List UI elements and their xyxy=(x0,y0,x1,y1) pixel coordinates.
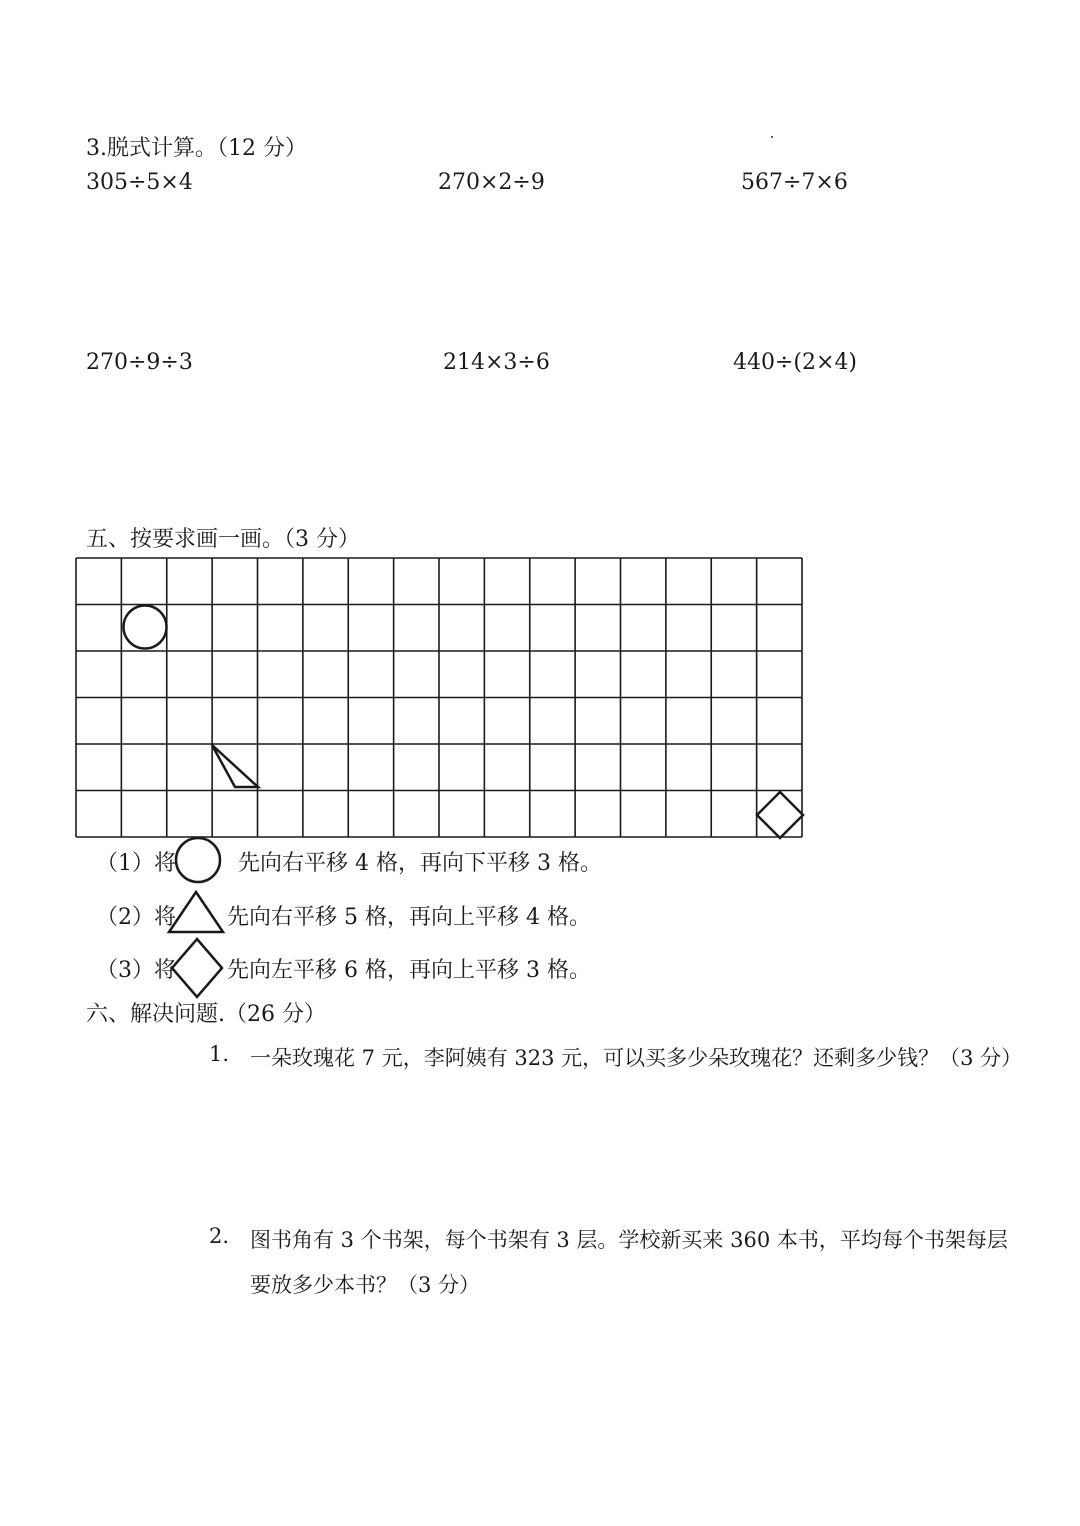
instruction-3-text: 先向左平移 6 格，再向上平移 3 格。 xyxy=(227,958,591,983)
triangle-icon xyxy=(168,890,226,934)
problem-2-line-2: 要放多少本书？（3 分） xyxy=(250,1273,481,1297)
instruction-3-prefix: （3）将 xyxy=(96,958,176,983)
problem-2-number: 2. xyxy=(209,1224,230,1248)
expression-3: 567÷7×6 xyxy=(741,170,848,195)
expression-1: 305÷5×4 xyxy=(86,170,193,195)
section-3-title: 3.脱式计算。（12 分） xyxy=(86,136,307,161)
grid-lines xyxy=(76,558,802,837)
instruction-2-prefix: （2）将 xyxy=(96,905,176,930)
diamond-icon xyxy=(170,938,224,998)
instruction-1-text: 先向右平移 4 格，再向下平移 3 格。 xyxy=(238,851,602,876)
stray-dot xyxy=(771,136,773,138)
section-6-title: 六、解决问题.（26 分） xyxy=(86,1002,326,1027)
instruction-1-prefix: （1）将 xyxy=(96,851,176,876)
problem-2-line-1: 图书角有 3 个书架，每个书架有 3 层。学校新买来 360 本书，平均每个书架每层 xyxy=(250,1228,1008,1252)
problem-1-text: 一朵玫瑰花 7 元，李阿姨有 323 元，可以买多少朵玫瑰花？还剩多少钱？（3 分） xyxy=(250,1046,1023,1070)
problem-1-number: 1. xyxy=(209,1042,230,1066)
drawing-grid xyxy=(75,557,803,838)
instruction-2-text: 先向右平移 5 格，再向上平移 4 格。 xyxy=(227,905,591,930)
expression-6: 440÷(2×4) xyxy=(733,350,858,375)
circle-icon xyxy=(174,836,222,884)
section-5-title: 五、按要求画一画。（3 分） xyxy=(86,527,360,552)
grid-diamond-shape xyxy=(757,792,803,838)
grid-circle-shape xyxy=(124,606,167,649)
expression-4: 270÷9÷3 xyxy=(86,350,193,375)
expression-5: 214×3÷6 xyxy=(443,350,550,375)
grid-triangle-shape xyxy=(212,745,258,787)
expression-2: 270×2÷9 xyxy=(438,170,545,195)
